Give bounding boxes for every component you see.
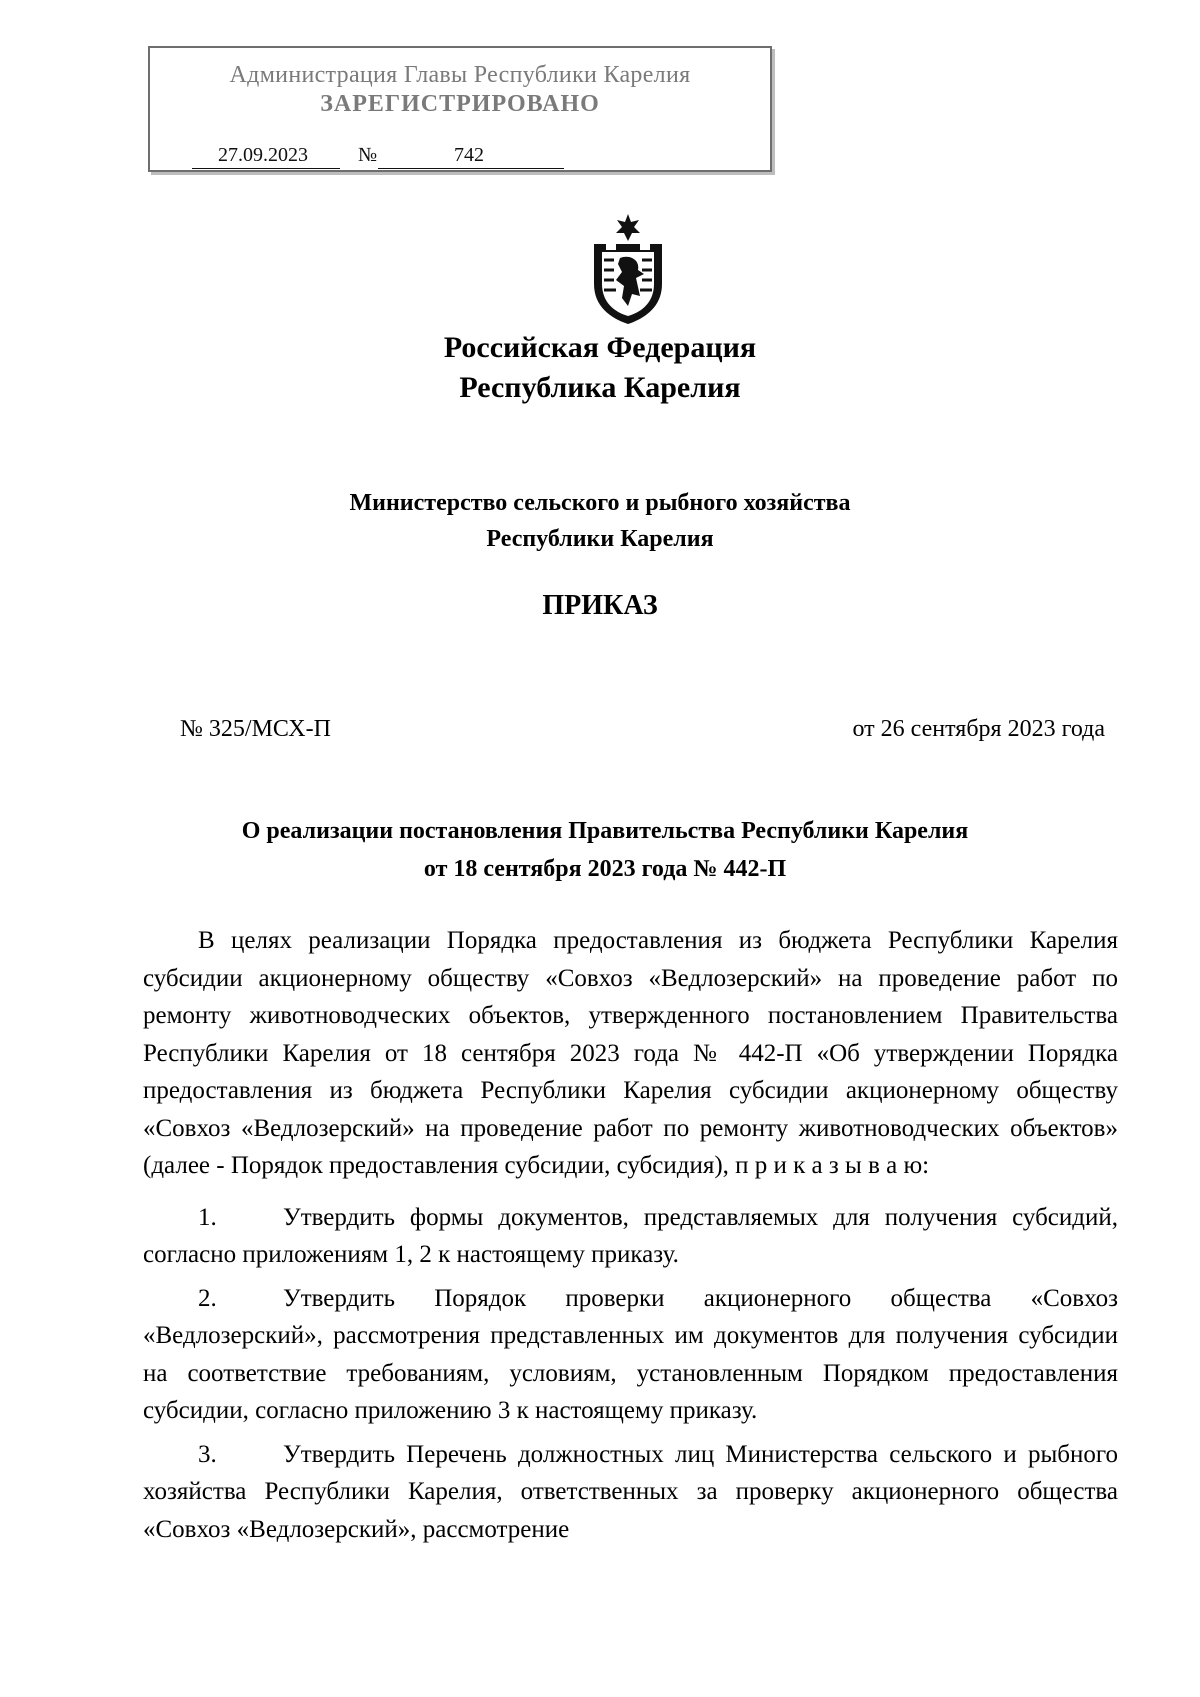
doc-type-title: ПРИКАЗ [542,590,658,621]
stamp-number-underline [378,168,564,169]
stamp-registered: ЗАРЕГИСТРИРОВАНО [320,91,600,117]
list-item-number: 1. [198,1203,217,1231]
order-date: от 26 сентября 2023 года [852,716,1105,742]
list-item [143,1199,1118,1274]
ministry-line-2: Республики Карелия [486,526,714,552]
order-number: № 325/МСХ-П [180,716,331,742]
stamp-date-underline [192,168,340,169]
stamp-registration-line [192,144,752,174]
republic-title: Республика Карелия [459,371,741,404]
list-item-number: 3. [198,1440,217,1468]
stamp-date: 27.09.2023 [218,144,308,166]
list-item-text: Утвердить формы документов, представляемых для получения субсидий, согласно приложениям 1, 2 к настоящему приказу. [143,1203,1118,1268]
list-item-text: Утвердить Перечень должностных лиц Министерства сельского и рыбного хозяйства Республики Карелия, ответственных за проверку акционерного общества «Совхоз «Ведлозерский», рассмотрение [143,1440,1118,1543]
karelia-coat-of-arms-icon [582,214,674,326]
stamp-number-sign: № [358,144,378,166]
order-subject [150,812,1060,888]
list-item-text: Утвердить Порядок проверки акционерного общества «Совхоз «Ведлозерский», рассмотрения представленных им документов для получения субсидии на соответствие требованиям, условиям, установленным Порядком предоставления субсидии, согласно приложению 3 к настоящему приказу. [143,1284,1118,1424]
registration-stamp [148,46,772,172]
list-item [143,1436,1118,1549]
ministry-line-1: Министерство сельского и рыбного хозяйства [349,490,851,516]
subject-line-1: О реализации постановления Правительства Республики Карелия [241,818,969,844]
stamp-number: 742 [454,144,484,166]
order-body [143,922,1118,1548]
list-item-number: 2. [198,1284,217,1312]
stamp-administration: Администрация Главы Республики Карелия [229,62,691,88]
list-item [143,1280,1118,1430]
subject-line-2: от 18 сентября 2023 года № 442-П [423,856,787,882]
preamble-paragraph: В целях реализации Порядка предоставления из бюджета Республики Карелия субсидии акционерному обществу «Совхоз «Ведлозерский» на проведение работ по ремонту животноводческих объектов, утвержденного постановлением Правительства Республики Карелия от 18 сентября 2023 года № 442-П «Об утверждении Порядка предоставления из бюджета Республики Карелия субсидии акционерному обществу «Совхоз «Ведлозерский» на проведение работ по ремонту животноводческих объектов» (далее - Порядок предоставления субсидии, субсидия), п р и к а з ы в а ю: [143,927,1118,1179]
country-title: Российская Федерация [443,331,757,364]
